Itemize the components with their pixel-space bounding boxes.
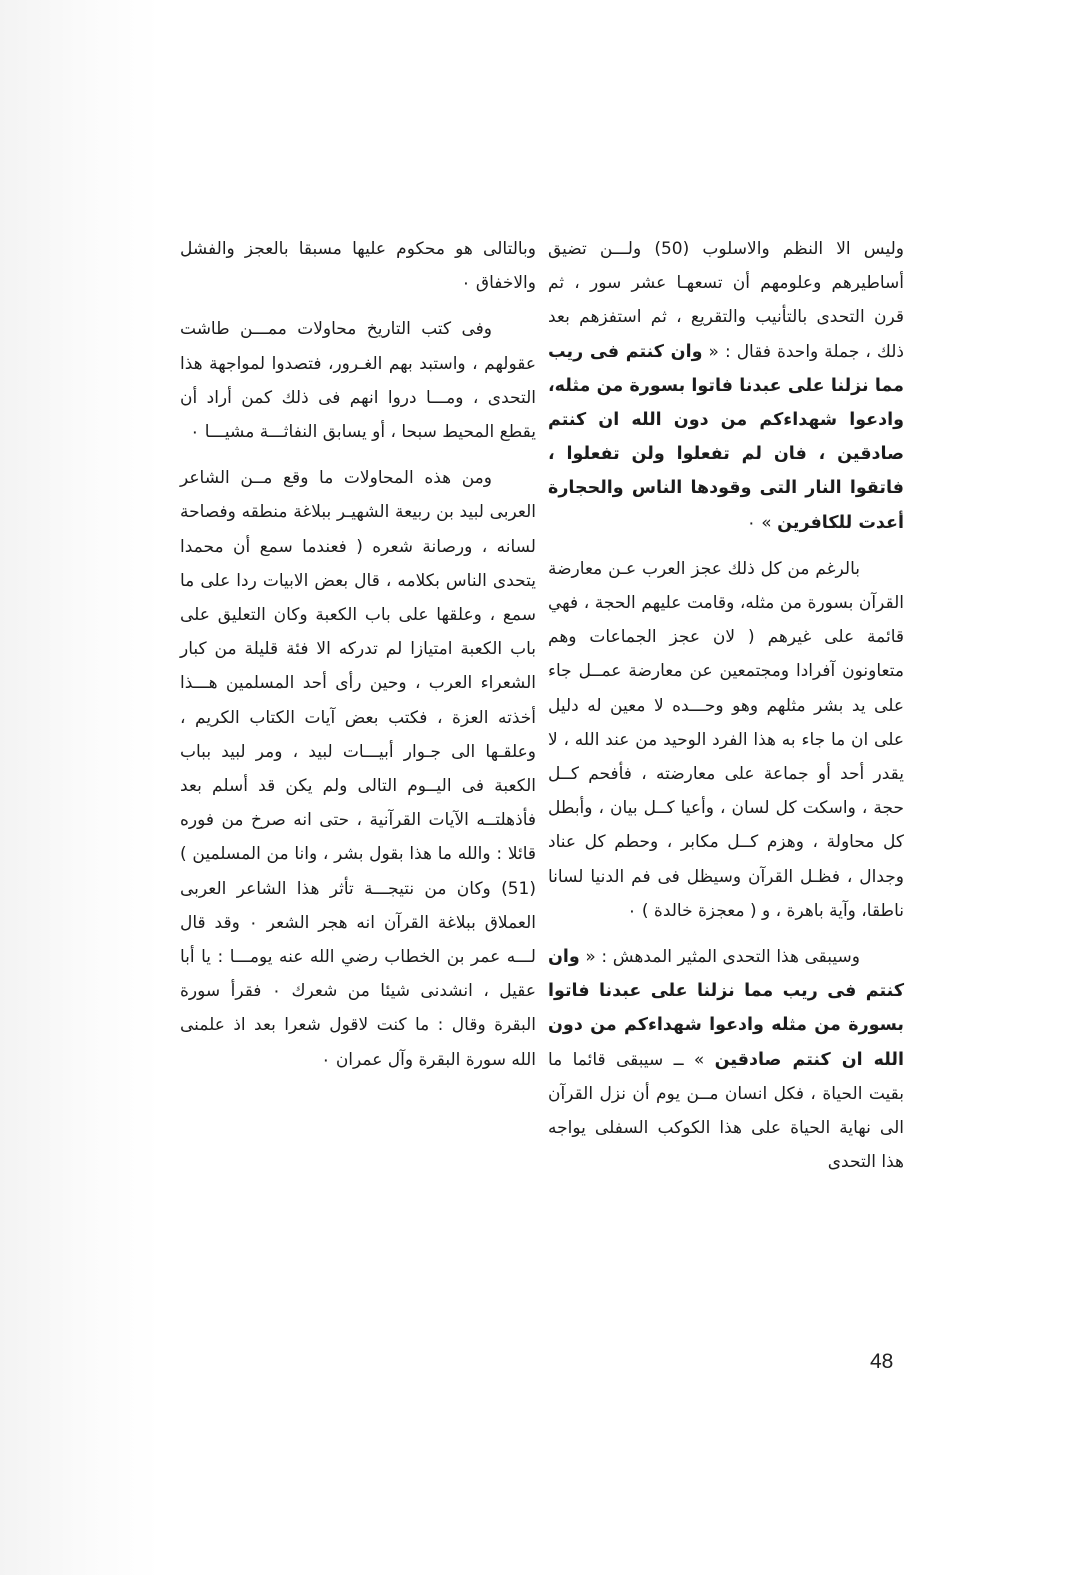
quran-quote: وان كنتم فى ريب مما نزلنا على عبدنا فاتوا بسورة من مثله وادعوا شهداءكم من دون الله ان كنتم صادقين	[548, 947, 904, 1070]
page-number: 48	[870, 1350, 894, 1373]
paragraph-text: » ٠	[746, 512, 778, 533]
paragraph-text: » ــ سيبقى قائما ما بقيت الحياة ، فكل انسان مــن يوم أن نزل القرآن الى نهاية الحياة على هذا الكوكب السفلى يواجه هذا التحدى	[548, 1049, 904, 1173]
paragraph-text: وليس الا النظم والاسلوب (50) ولـــن تضيق أساطيرهم وعلومهم أن تسعهـا عشر سور ، ثم قرن التحدى بالتأنيب والتقريع ، ثم استفزهم بعد ذلك ، جملة واحدة فقال : «	[548, 239, 904, 362]
paragraph: بالرغم من كل ذلك عجز العرب عـن معارضة القرآن بسورة من مثله، وقامت عليهم الحجة ، فهي قائمة على غيرهم ( لان عجز الجماعات وهم متعاونون آفرادا ومجتمعين عن معارضة عمــل جاء على يد بشر مثلهم وهو وحـــده لا معين له دليل على ان ما جاء به هذا الفرد الوحيد من عند الله ، لا يقدر أحد أو جماعة على معارضته ، فأفحم كــل حجة ، واسكت كل لسان ، وأعيا كــل بيان ، وأبطل كل محاولة ، وهزم كــل مكابر ، وحطم كل عناد وجدال ، فظـل القرآن وسيظل فى فم الدنيا لسانا ناطقا، وآية باهرة ، و ( معجزة خالدة ) ٠	[548, 558, 904, 921]
paragraph: ومن هذه المحاولات ما وقع مــن الشاعر العربى لبيد بن ربيعة الشهيـر ببلاغة منطقه وفصاحة لسانه ، ورصانة شعره ( فعندما سمع أن محمدا يتحدى الناس بكلامه ، قال بعض الابيات ردا على ما سمع ، وعلقها على باب الكعبة وكان التعليق على باب الكعبة امتيازا لم تدركه الا فئة قليلة من كبار الشعراء العرب ، وحين رأى أحد المسلمين هـــذا أخذته العزة ، فكتب بعض آيات الكتاب الكريم ، وعلقـها الى جـوار أبيـــات لبيد ، ومر لبيد بباب الكعبة فى اليــوم التالى ولم يكن قد أسلم بعد فأذهلتــه الآيات القرآنية ، حتى انه صرخ من فوره قائلا : والله ما هذا بقول بشر ، وانا من المسلمين ) (51) وكان من نتيجـــة تأثر هذا الشاعر العربى العملاق ببلاغة القرآن انه هجر الشعر ٠ وقد قال لـــه عمر بن الخطاب رضي الله عنه يومـــا : يا أبا عقيل ، انشدنى شيئا من شعرك ٠ فقرأ سورة البقرة وقال : ما كنت لاقول شعرا بعد اذ علمنى الله سورة البقرة وآل عمران ٠	[180, 468, 537, 1070]
paragraph-text: وسيبقى هذا التحدى المثير المدهش : «	[579, 947, 860, 968]
right-column	[548, 232, 904, 1179]
quran-quote: وان كنتم فى ريب مما نزلنا على عبدنا فاتوا بسورة من مثله، وادعوا شهداءكم من دون الله ان كنتم صادقين ، فان لم تفعلوا ولن تفعلوا ، فاتقوا النار التى وقودها الناس والحجارة أعدت للكافرين	[548, 341, 904, 533]
paragraph: وفى كتب التاريخ محاولات ممـــن طاشت عقولهم ، واستبد بهم الغـرور، فتصدوا لمواجهة هذا التحدى ، ومـــا دروا انهم فى ذلك كمن أراد أن يقطع المحيط سبحا ، أو يسابق النفاثـــة مشيـــا ٠	[180, 319, 536, 443]
paragraph	[548, 940, 904, 1179]
paragraph: وبالتالى هو محكوم عليها مسبقا بالعجز والفشل والاخفاق ٠	[180, 239, 536, 294]
paragraph	[548, 232, 904, 540]
left-column	[180, 232, 536, 1077]
